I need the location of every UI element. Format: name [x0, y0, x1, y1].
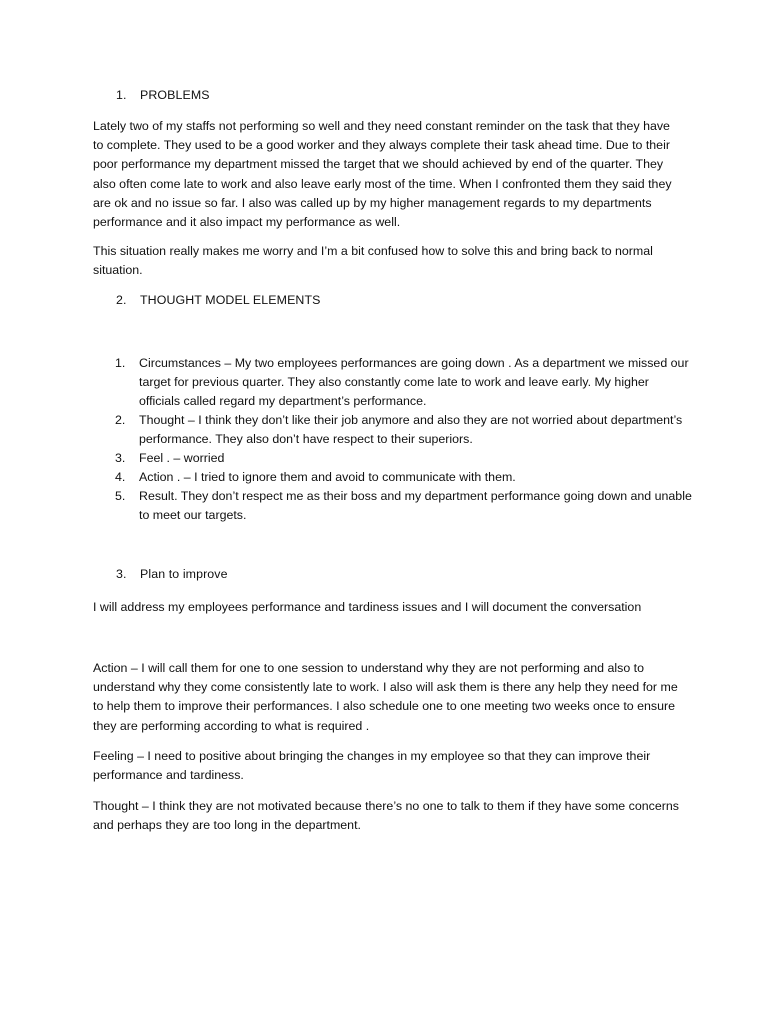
list-item: [93, 487, 693, 525]
list-item-number: 5.: [115, 489, 126, 503]
plan-intro: I will address my employees performance and tardiness issues and I will document the conversation: [93, 600, 642, 614]
section-title: THOUGHT MODEL ELEMENTS: [140, 293, 321, 307]
section-number: 1.: [116, 88, 127, 102]
list-item-text: Feel . – worried: [139, 451, 225, 465]
section-number: 2.: [116, 293, 127, 307]
section-heading-problems: [116, 88, 210, 102]
list-item-text: Result. They don’t respect me as their boss and my department performance going down and unable to meet our targets.: [139, 489, 692, 522]
list-item-text: Thought – I think they don’t like their job anymore and also they are not worried about department’s performance. They also don’t have respect to their superiors.: [139, 413, 683, 446]
section-title: PROBLEMS: [140, 88, 210, 102]
list-item: [93, 354, 693, 411]
problems-paragraph-1: Lately two of my staffs not performing so well and they need constant reminder on the task that they have to complete. They used to be a good worker and they always complete their task ahead time. Due to their poor performance my department missed the target that we should achieved by end of the quarter. They also often come late to work and also leave early most of the time. When I confronted them they said they are ok and no issue so far. I also was called up by my higher management regards to my departments performance and it also impact my performance as well.: [93, 119, 672, 230]
section-number: 3.: [116, 567, 127, 581]
thought-model-list: [93, 354, 693, 525]
list-item-number: 3.: [115, 451, 126, 465]
list-item-number: 2.: [115, 413, 126, 427]
plan-feeling: Feeling – I need to positive about bringing the changes in my employee so that they can improve their performance and tardiness.: [93, 749, 651, 783]
section-title: Plan to improve: [140, 567, 228, 581]
section-heading-plan: [116, 567, 228, 581]
plan-thought: Thought – I think they are not motivated because there’s no one to talk to them if they have some concerns and perhaps they are too long in the department.: [93, 799, 679, 833]
list-item-number: 4.: [115, 470, 126, 484]
list-item: [93, 468, 693, 487]
section-heading-thought-model: [116, 293, 321, 307]
list-item-text: Circumstances – My two employees performances are going down . As a department we missed our target for previous quarter. They also constantly come late to work and leave early. My higher officials called regard my department’s performance.: [139, 356, 689, 408]
list-item: [93, 449, 693, 468]
list-item-text: Action . – I tried to ignore them and avoid to communicate with them.: [139, 470, 516, 484]
problems-paragraph-2: This situation really makes me worry and I’m a bit confused how to solve this and bring back to normal situation.: [93, 244, 653, 278]
list-item: [93, 411, 693, 449]
list-item-number: 1.: [115, 356, 126, 370]
plan-action: Action – I will call them for one to one session to understand why they are not performing and also to understand why they come consistently late to work. I also will ask them is there any help they need for me to help them to improve their performances. I also schedule one to one meeting two weeks once to ensure they are performing according to what is required .: [93, 661, 678, 733]
